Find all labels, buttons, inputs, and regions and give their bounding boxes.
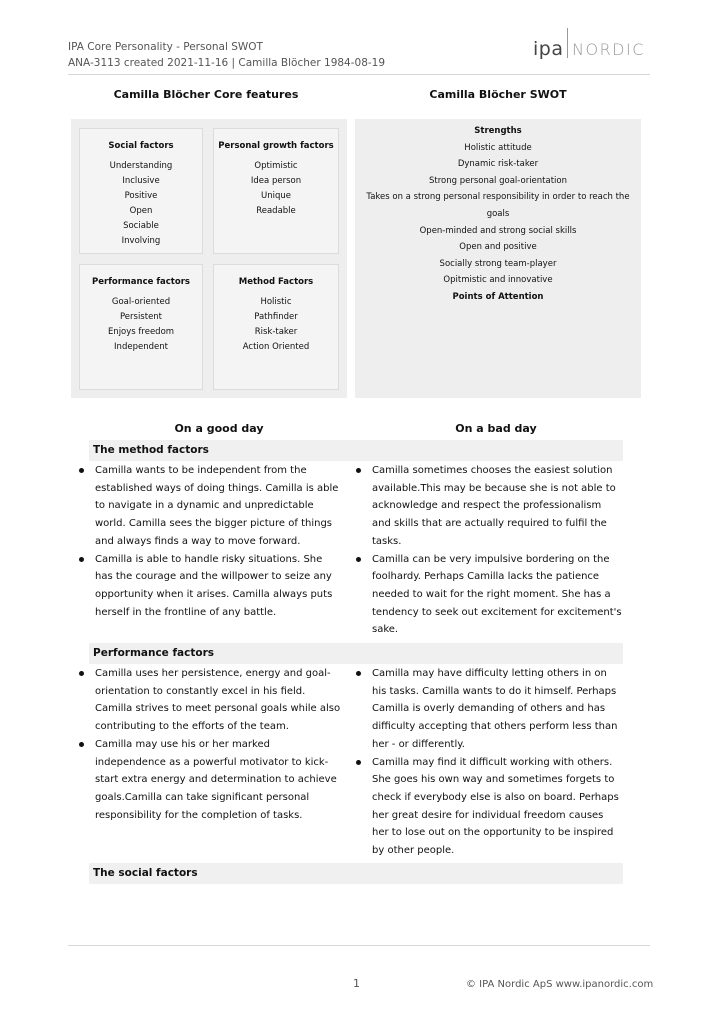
bullet-icon [79, 671, 84, 676]
bullet-icon [356, 557, 361, 562]
method-factors-box [213, 264, 339, 390]
footer-divider [68, 945, 650, 946]
logo-ipa-text: ipa [533, 38, 564, 60]
performance-factors-title: Performance factors [92, 277, 190, 287]
strength-item: Strong personal goal-orientation [428, 175, 568, 186]
bullet-icon [79, 557, 84, 562]
method-factor-item: Action Oriented [242, 342, 310, 352]
growth-factor-item: Optimistic [254, 161, 298, 171]
bullet-icon [356, 760, 361, 765]
bullet-icon [356, 468, 361, 473]
bullet-icon [356, 671, 361, 676]
bullet-icon [79, 742, 84, 747]
performance-factor-item: Independent [114, 342, 168, 352]
strengths-heading: Strengths [474, 126, 522, 136]
social-factor-item: Understanding [109, 161, 173, 171]
method-factor-item: Pathfinder [254, 312, 298, 322]
method-factors-title: Method Factors [238, 277, 314, 287]
performance-bad-list [358, 665, 622, 860]
core-features-title: Camilla Blöcher Core features [113, 88, 299, 101]
list-item: Camilla may find it difficult working with others. She goes his own way and sometimes forgets to check if everybody else is also on board. Perhaps her great desire for individual freedom causes her to lose out on the opportunity to be inspired by other people. [358, 754, 622, 860]
growth-factor-item: Idea person [250, 176, 302, 186]
footer-copyright: © IPA Nordic ApS www.ipanordic.com [466, 979, 654, 990]
growth-factors-box [213, 128, 339, 254]
list-item: Camilla wants to be independent from the established ways of doing things. Camilla is able to navigate in a dynamic and unpredictable world. Camilla sees the bigger picture of things and always finds a way to move forward. [81, 462, 343, 551]
method-good-list [81, 462, 343, 621]
report-title: IPA Core Personality - Personal SWOT [68, 41, 263, 53]
logo-nordic-text: NORDIC [572, 40, 645, 59]
growth-factors-title: Personal growth factors [218, 141, 334, 151]
social-factor-item: Positive [124, 191, 158, 201]
good-day-heading: On a good day [174, 422, 264, 435]
strength-item: Holistic attitude [464, 142, 532, 153]
core-features-panel [71, 119, 347, 398]
list-item: Camilla can be very impulsive bordering on the foolhardy. Perhaps Camilla lacks the patience needed to wait for the right moment. She has a tendency to seek out excitement for excitement's sake. [358, 551, 622, 640]
growth-factor-item: Readable [256, 206, 296, 216]
performance-factor-item: Goal-oriented [111, 297, 171, 307]
list-item: Camilla sometimes chooses the easiest solution available.This may be because she is not able to acknowledge and respect the professionalism and skills that are actually required to fulfil the tasks. [358, 462, 622, 551]
method-factor-item: Risk-taker [254, 327, 298, 337]
page-number: 1 [353, 977, 360, 990]
performance-good-list [81, 665, 343, 824]
swot-title: Camilla Blöcher SWOT [429, 88, 567, 101]
social-factors-box [79, 128, 203, 254]
list-item: Camilla uses her persistence, energy and goal-orientation to constantly excel in his field. Camilla strives to meet personal goals while also contributing to the efforts of the team. [81, 665, 343, 736]
social-factor-item: Involving [121, 236, 161, 246]
list-item: Camilla is able to handle risky situations. She has the courage and the willpower to seize any opportunity when it arises. Camilla always puts herself in the frontline of any battle. [81, 551, 343, 622]
list-item: Camilla may use his or her marked independence as a powerful motivator to kick-start extra energy and determination to achieve goals.Camilla can take significant personal responsibility for the completion of tasks. [81, 736, 343, 825]
strength-item: Opitmistic and innovative [443, 275, 553, 286]
document-header [68, 39, 385, 71]
bad-day-heading: On a bad day [455, 422, 537, 435]
points-of-attention-heading: Points of Attention [452, 291, 544, 302]
method-factor-item: Holistic [260, 297, 292, 307]
social-factors-title: Social factors [108, 141, 174, 151]
growth-factor-item: Unique [261, 191, 291, 201]
performance-factors-box [79, 264, 203, 390]
logo-divider [567, 28, 568, 58]
performance-factors-band: Performance factors [89, 643, 623, 664]
social-factors-band: The social factors [89, 863, 623, 884]
header-divider [68, 74, 650, 75]
report-meta: ANA-3113 created 2021-11-16 | Camilla Blöcher 1984-08-19 [68, 57, 386, 69]
strength-item: Takes on a strong personal responsibility in order to reach the goals [366, 192, 630, 219]
strength-item: Open-minded and strong social skills [419, 225, 577, 236]
swot-panel [355, 119, 641, 398]
performance-factor-item: Persistent [119, 312, 163, 322]
bullet-icon [79, 468, 84, 473]
method-bad-list [358, 462, 622, 639]
strength-item: Open and positive [459, 242, 537, 253]
social-factor-item: Inclusive [122, 176, 160, 186]
social-factor-item: Sociable [123, 221, 159, 231]
strength-item: Socially strong team-player [439, 258, 557, 269]
strength-item: Dynamic risk-taker [457, 159, 539, 170]
performance-factor-item: Enjoys freedom [107, 327, 175, 337]
list-item: Camilla may have difficulty letting others in on his tasks. Camilla wants to do it himself. Perhaps Camilla is overly demanding of others and has difficulty accepting that others perform less than her - or differently. [358, 665, 622, 754]
social-factor-item: Open [129, 206, 153, 216]
method-factors-band: The method factors [89, 440, 623, 461]
